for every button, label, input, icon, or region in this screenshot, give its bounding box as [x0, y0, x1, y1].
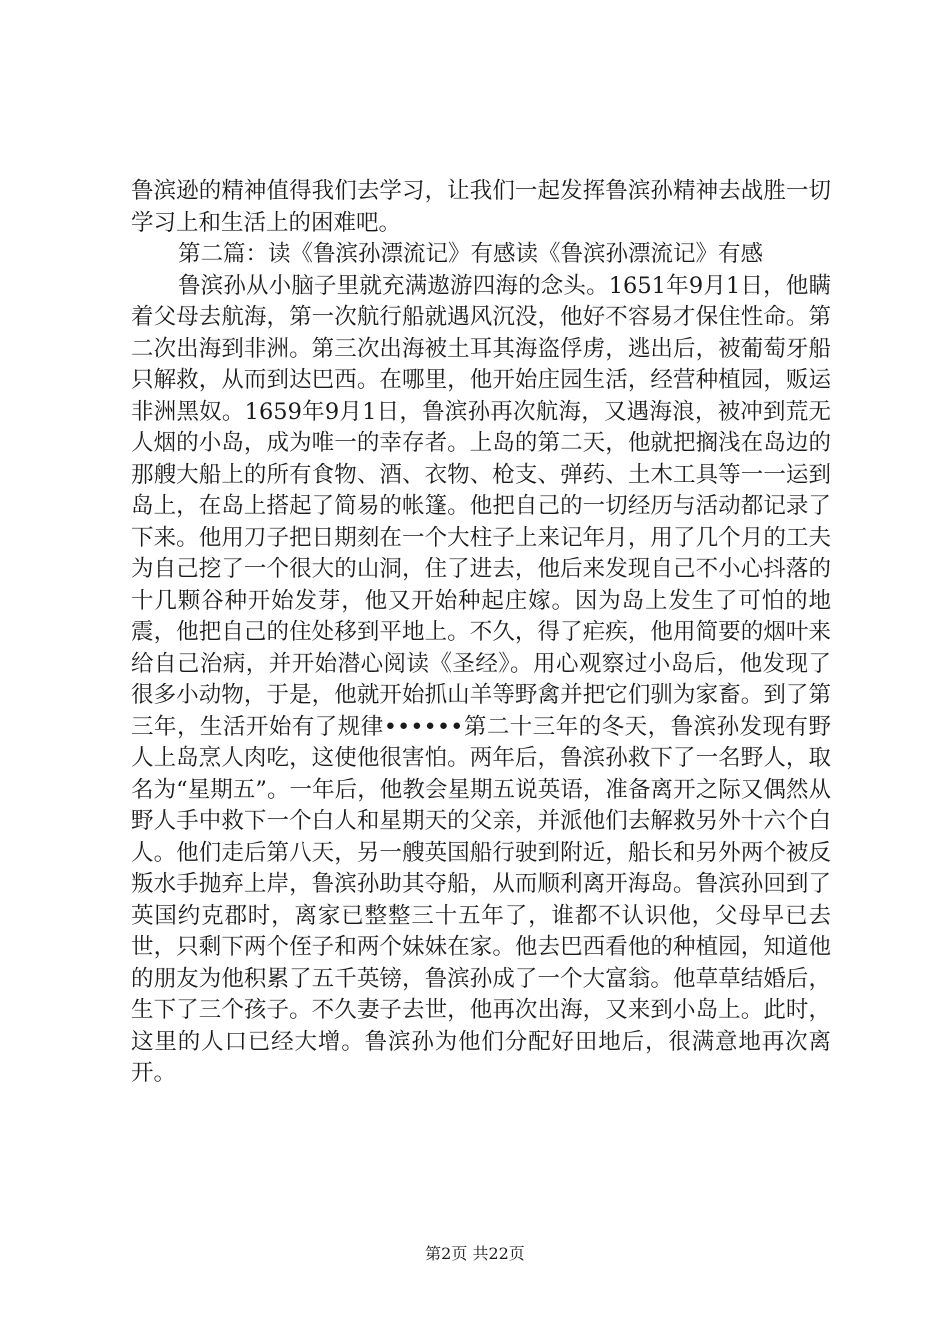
page-number-footer: 第2页 共22页 — [425, 1244, 525, 1263]
document-body — [131, 176, 831, 1090]
section-heading: 第二篇：读《鲁滨孙漂流记》有感读《鲁滨孙漂流记》有感 — [178, 241, 764, 267]
paragraph-story-summary: 鲁滨孙从小脑子里就充满遨游四海的念头。1651年9月1日，他瞒着父母去航海，第一次航行船就遇风沉没，他好不容易才保住性命。第二次出海到非洲。第三次出海被土耳其海盗俘虏，逃出后，被葡萄牙船只解救，从而到达巴西。在哪里，他开始庄园生活，经营种植园，贩运非洲黑奴。1659年9月1日，鲁滨孙再次航海，又遇海浪，被冲到荒无人烟的小岛，成为唯一的幸存者。上岛的第二天，他就把搁浅在岛边的那艘大船上的所有食物、酒、衣物、枪支、弹药、土木工具等一一运到岛上，在岛上搭起了简易的帐篷。他把自己的一切经历与活动都记录了下来。他用刀子把日期刻在一个大柱子上来记年月，用了几个月的工夫为自己挖了一个很大的山洞，住了进去，他后来发现自己不小心抖落的十几颗谷种开始发芽，他又开始种起庄嫁。因为岛上发生了可怕的地震，他把自己的住处移到平地上。不久，得了疟疾，他用简要的烟叶来给自己治病，并开始潜心阅读《圣经》。用心观察过小岛后，他发现了很多小动物，于是，他就开始抓山羊等野禽并把它们驯为家畜。到了第三年，生活开始有了规律••••••第二十三年的冬天，鲁滨孙发现有野人上岛烹人肉吃，这使他很害怕。两年后，鲁滨孙救下了一名野人，取名为“星期五”。一年后，他教会星期五说英语，准备离开之际又偶然从野人手中救下一个白人和星期天的父亲，并派他们去解救另外十六个白人。他们走后第八天，另一艘英国船行驶到附近，船长和另外两个被反叛水手抛弃上岸，鲁滨孙助其夺船，从而顺利离开海岛。鲁滨孙回到了英国约克郡时，离家已整整三十五年了，谁都不认识他，父母早已去世，只剩下两个侄子和两个妹妹在家。他去巴西看他的种植园，知道他的朋友为他积累了五千英镑，鲁滨孙成了一个大富翁。他草草结婚后，生下了三个孩子。不久妻子去世，他再次出海，又来到小岛上。此时，这里的人口已经大增。鲁滨孙为他们分配好田地后，很满意地再次离开。 — [131, 272, 831, 1086]
paragraph-conclusion: 鲁滨逊的精神值得我们去学习，让我们一起发挥鲁滨孙精神去战胜一切学习上和生活上的困难吧。 — [131, 178, 831, 236]
